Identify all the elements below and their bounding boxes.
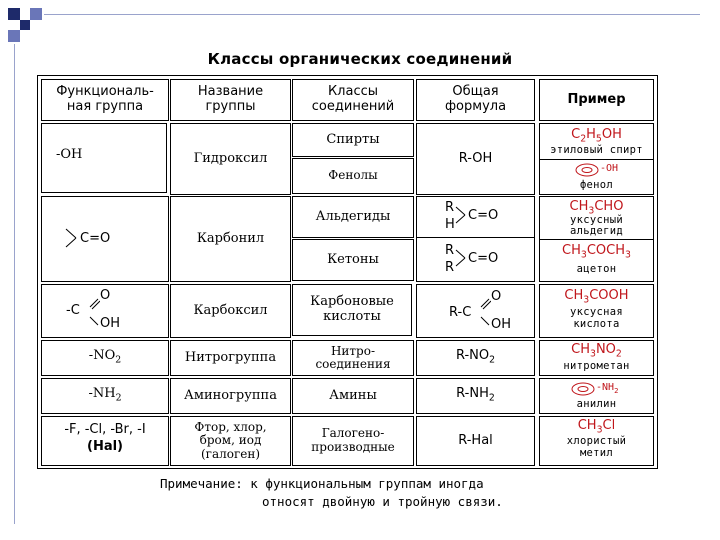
header-group-name: Название группы — [170, 79, 291, 121]
example-formula: $CH_3Cl$ — [577, 418, 616, 436]
name-text: Нитрогруппа — [184, 349, 277, 365]
formula-h: H — [445, 217, 455, 232]
class-text: Альдегиды — [315, 208, 391, 224]
decor-square — [30, 8, 42, 20]
formula-text: R-Hal — [458, 432, 493, 448]
cell-formula-nitro — [416, 340, 535, 376]
formula-r: R — [445, 243, 455, 258]
example-name: фенол — [579, 179, 614, 191]
group-text: $-NH_2$ — [88, 386, 122, 404]
example-name: хлористый метил — [566, 435, 627, 459]
cell-name-carboxyl — [170, 284, 291, 338]
note-line-2: относят двойную и тройную связи. — [262, 494, 503, 509]
bond-lines-icon — [455, 205, 467, 225]
cell-name-amino — [170, 378, 291, 414]
class-text: Карбоновые кислоты — [310, 294, 394, 324]
example-name: уксусный альдегид — [570, 214, 623, 238]
benzene-ring-icon — [574, 162, 600, 178]
example-formula: $C_2H_5OH$ — [571, 127, 622, 145]
cell-class-carboxylic-acids — [292, 284, 412, 336]
cell-name-nitro — [170, 340, 291, 376]
bond-lines-icon — [88, 295, 100, 329]
formula-r: R — [445, 200, 455, 215]
formula-text: R-OH — [458, 150, 493, 166]
header-classes: Классы соединений — [292, 79, 414, 121]
group-o: O — [100, 288, 111, 303]
group-oh: OH — [100, 316, 121, 331]
example-name: этиловый спирт — [550, 144, 643, 156]
class-text: Амины — [329, 387, 377, 403]
cell-group-carboxyl — [41, 284, 169, 338]
group-text: C=O — [80, 231, 111, 246]
formula-oh: OH — [491, 317, 512, 332]
bond-lines-icon — [455, 248, 467, 268]
example-nh2: $-NH_2$ — [596, 382, 619, 395]
decor-line — [44, 14, 700, 15]
class-text: Спирты — [326, 131, 380, 147]
cell-class-phenols — [292, 158, 414, 194]
group-hal: (Hal) — [87, 439, 123, 454]
cell-formula-hydroxyl — [416, 123, 535, 195]
cell-name-halogen: Фтор, хлор, бром, иод (галоген) — [170, 416, 291, 466]
class-text: Фенолы — [328, 168, 378, 183]
cell-formula-amino — [416, 378, 535, 414]
group-text: -F, -Cl, -Br, -I — [64, 422, 146, 437]
formula-r: R — [445, 260, 455, 275]
cell-example-carbonyl — [539, 196, 654, 282]
cell-class-aldehydes — [292, 196, 414, 238]
name-text: Аминогруппа — [184, 387, 277, 403]
group-c: -C — [66, 303, 80, 318]
example-name: ацетон — [576, 263, 617, 275]
name-text: Карбоксил — [193, 302, 268, 318]
cell-example-carboxyl — [539, 284, 654, 338]
decor-square — [8, 30, 20, 42]
header-functional-group: Функциональ- ная группа — [41, 79, 169, 121]
example-oh: -OH — [600, 163, 619, 174]
example-formula: $CH_3NO_2$ — [571, 342, 622, 360]
cell-class-ketones — [292, 239, 414, 281]
formula-r: R-C — [449, 305, 472, 320]
cell-group-carbonyl — [41, 196, 169, 282]
header-example: Пример — [539, 79, 654, 121]
example-name: нитрометан — [563, 360, 630, 372]
name-text: Карбонил — [196, 230, 265, 246]
formula-co: C=O — [468, 208, 499, 223]
page-title: Классы органических соединений — [207, 50, 513, 68]
cell-class-nitro: Нитро- соединения — [292, 340, 414, 376]
cell-example-amino — [539, 378, 654, 414]
decor-square — [20, 20, 30, 30]
cell-formula-halogen — [416, 416, 535, 466]
example-formula: $CH_3CHO$ — [569, 199, 624, 217]
bond-lines-icon — [479, 295, 491, 329]
cell-formula-carbonyl — [416, 196, 535, 282]
cell-example-hydroxyl — [539, 123, 654, 195]
cell-example-nitro — [539, 340, 654, 376]
formula-co: C=O — [468, 251, 499, 266]
cell-group-halogen — [41, 416, 169, 466]
header-general-formula: Общая формула — [416, 79, 535, 121]
bond-lines-icon — [64, 227, 78, 249]
example-formula: $CH_3COCH_3$ — [562, 243, 631, 261]
cell-group-amino — [41, 378, 169, 414]
benzene-ring-icon — [570, 381, 596, 397]
example-formula: $CH_3COOH$ — [564, 288, 629, 306]
group-text: $-NO_2$ — [88, 348, 122, 366]
formula-text: $R-NH_2$ — [456, 386, 495, 404]
formula-o: O — [491, 289, 502, 304]
group-text: -OH — [56, 147, 83, 162]
example-name: уксусная кислота — [570, 306, 623, 330]
example-name: анилин — [576, 398, 617, 410]
decor-square — [8, 8, 20, 20]
name-text: Гидроксил — [193, 150, 268, 166]
cell-class-halogen-derivatives: Галогено- производные — [292, 416, 414, 466]
cell-formula-carboxyl — [416, 284, 535, 338]
cell-example-halogen — [539, 416, 654, 466]
class-text: Кетоны — [327, 251, 379, 267]
formula-text: $R-NO_2$ — [455, 348, 496, 366]
cell-name-carbonyl — [170, 196, 291, 282]
cell-name-hydroxyl — [170, 123, 291, 195]
cell-class-alcohols — [292, 123, 414, 157]
note-line-1: Примечание: к функциональным группам иногда — [160, 476, 484, 491]
cell-group-hydroxyl — [41, 123, 167, 193]
cell-group-nitro — [41, 340, 169, 376]
decor-line — [14, 44, 15, 524]
cell-class-amines — [292, 378, 414, 414]
